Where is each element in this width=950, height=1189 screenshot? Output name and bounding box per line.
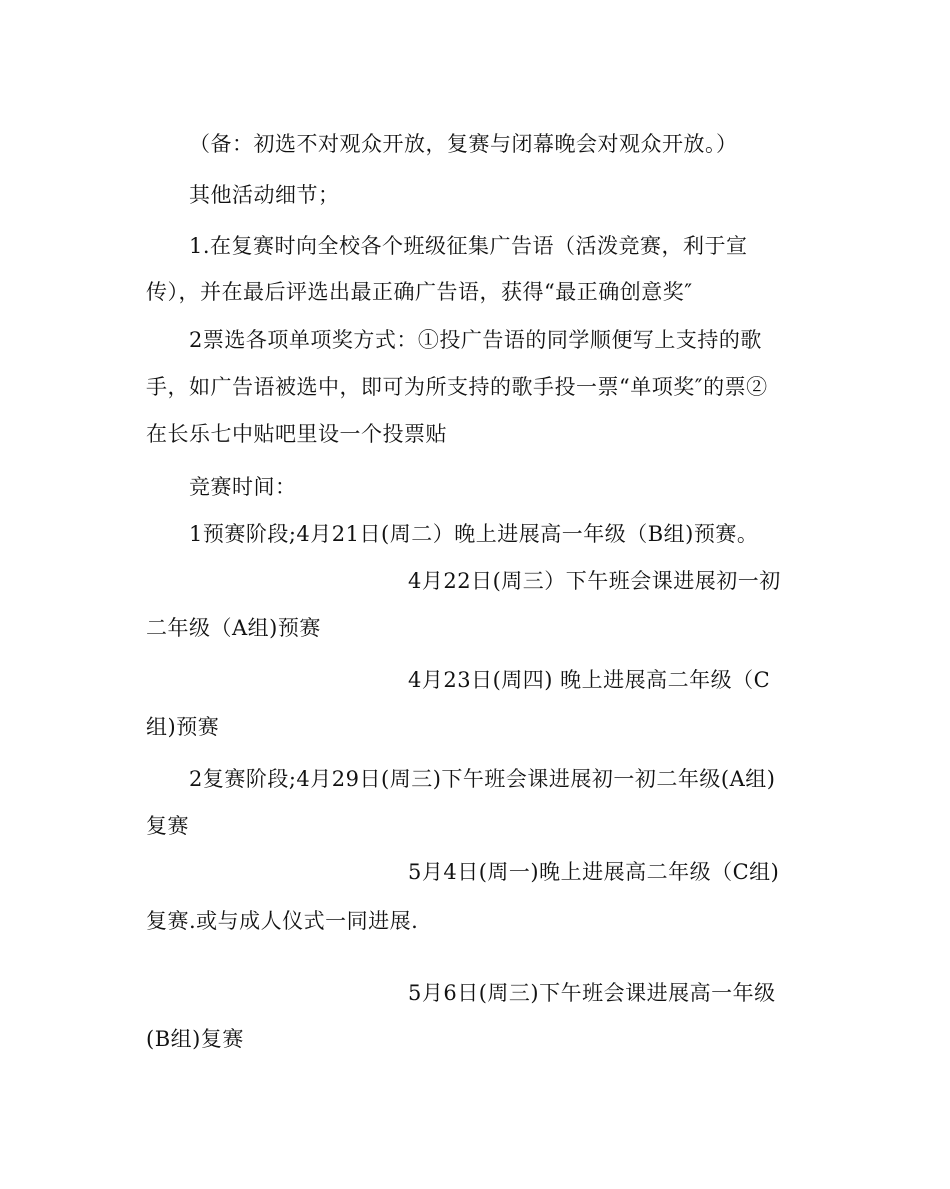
item1-line1: 1.在复赛时向全校各个班级征集广告语（活泼竞赛，利于宣 <box>189 234 748 258</box>
item1-line2: 传），并在最后评选出最正确广告语，获得“最正确创意奖″ <box>146 280 693 304</box>
semifinal-line2: 复赛 <box>146 814 189 838</box>
schedule-heading: 竞赛时间： <box>189 475 297 499</box>
item2-line2: 手，如广告语被选中，即可为所支持的歌手投一票“单项奖″的票② <box>146 375 768 399</box>
prelim-line4: 4月23日(周四) 晚上进展高二年级（C <box>408 668 771 692</box>
semifinal-line1: 2复赛阶段;4月29日(周三)下午班会课进展初一初二年级(A组) <box>189 767 776 791</box>
prelim-line3: 二年级（A组)预赛 <box>146 616 321 640</box>
prelim-line5: 组)预赛 <box>146 715 220 739</box>
item2-line1: 2票选各项单项奖方式：①投广告语的同学顺便写上支持的歌 <box>189 328 762 352</box>
other-details-heading: 其他活动细节； <box>189 183 340 207</box>
semifinal-line6: (B组)复赛 <box>146 1027 244 1051</box>
note-line: （备：初选不对观众开放，复赛与闭幕晚会对观众开放。） <box>189 132 738 156</box>
semifinal-line5: 5月6日(周三)下午班会课进展高一年级 <box>408 981 776 1005</box>
item2-line3: 在长乐七中贴吧里设一个投票贴 <box>146 422 447 446</box>
prelim-line1: 1预赛阶段;4月21日(周二）晚上进展高一年级（B组)预赛。 <box>189 522 759 546</box>
prelim-line2: 4月22日(周三）下午班会课进展初一初 <box>408 569 781 593</box>
semifinal-line3: 5月4日(周一)晚上进展高二年级（C组) <box>408 860 780 884</box>
semifinal-line4: 复赛.或与成人仪式一同进展. <box>146 909 419 933</box>
